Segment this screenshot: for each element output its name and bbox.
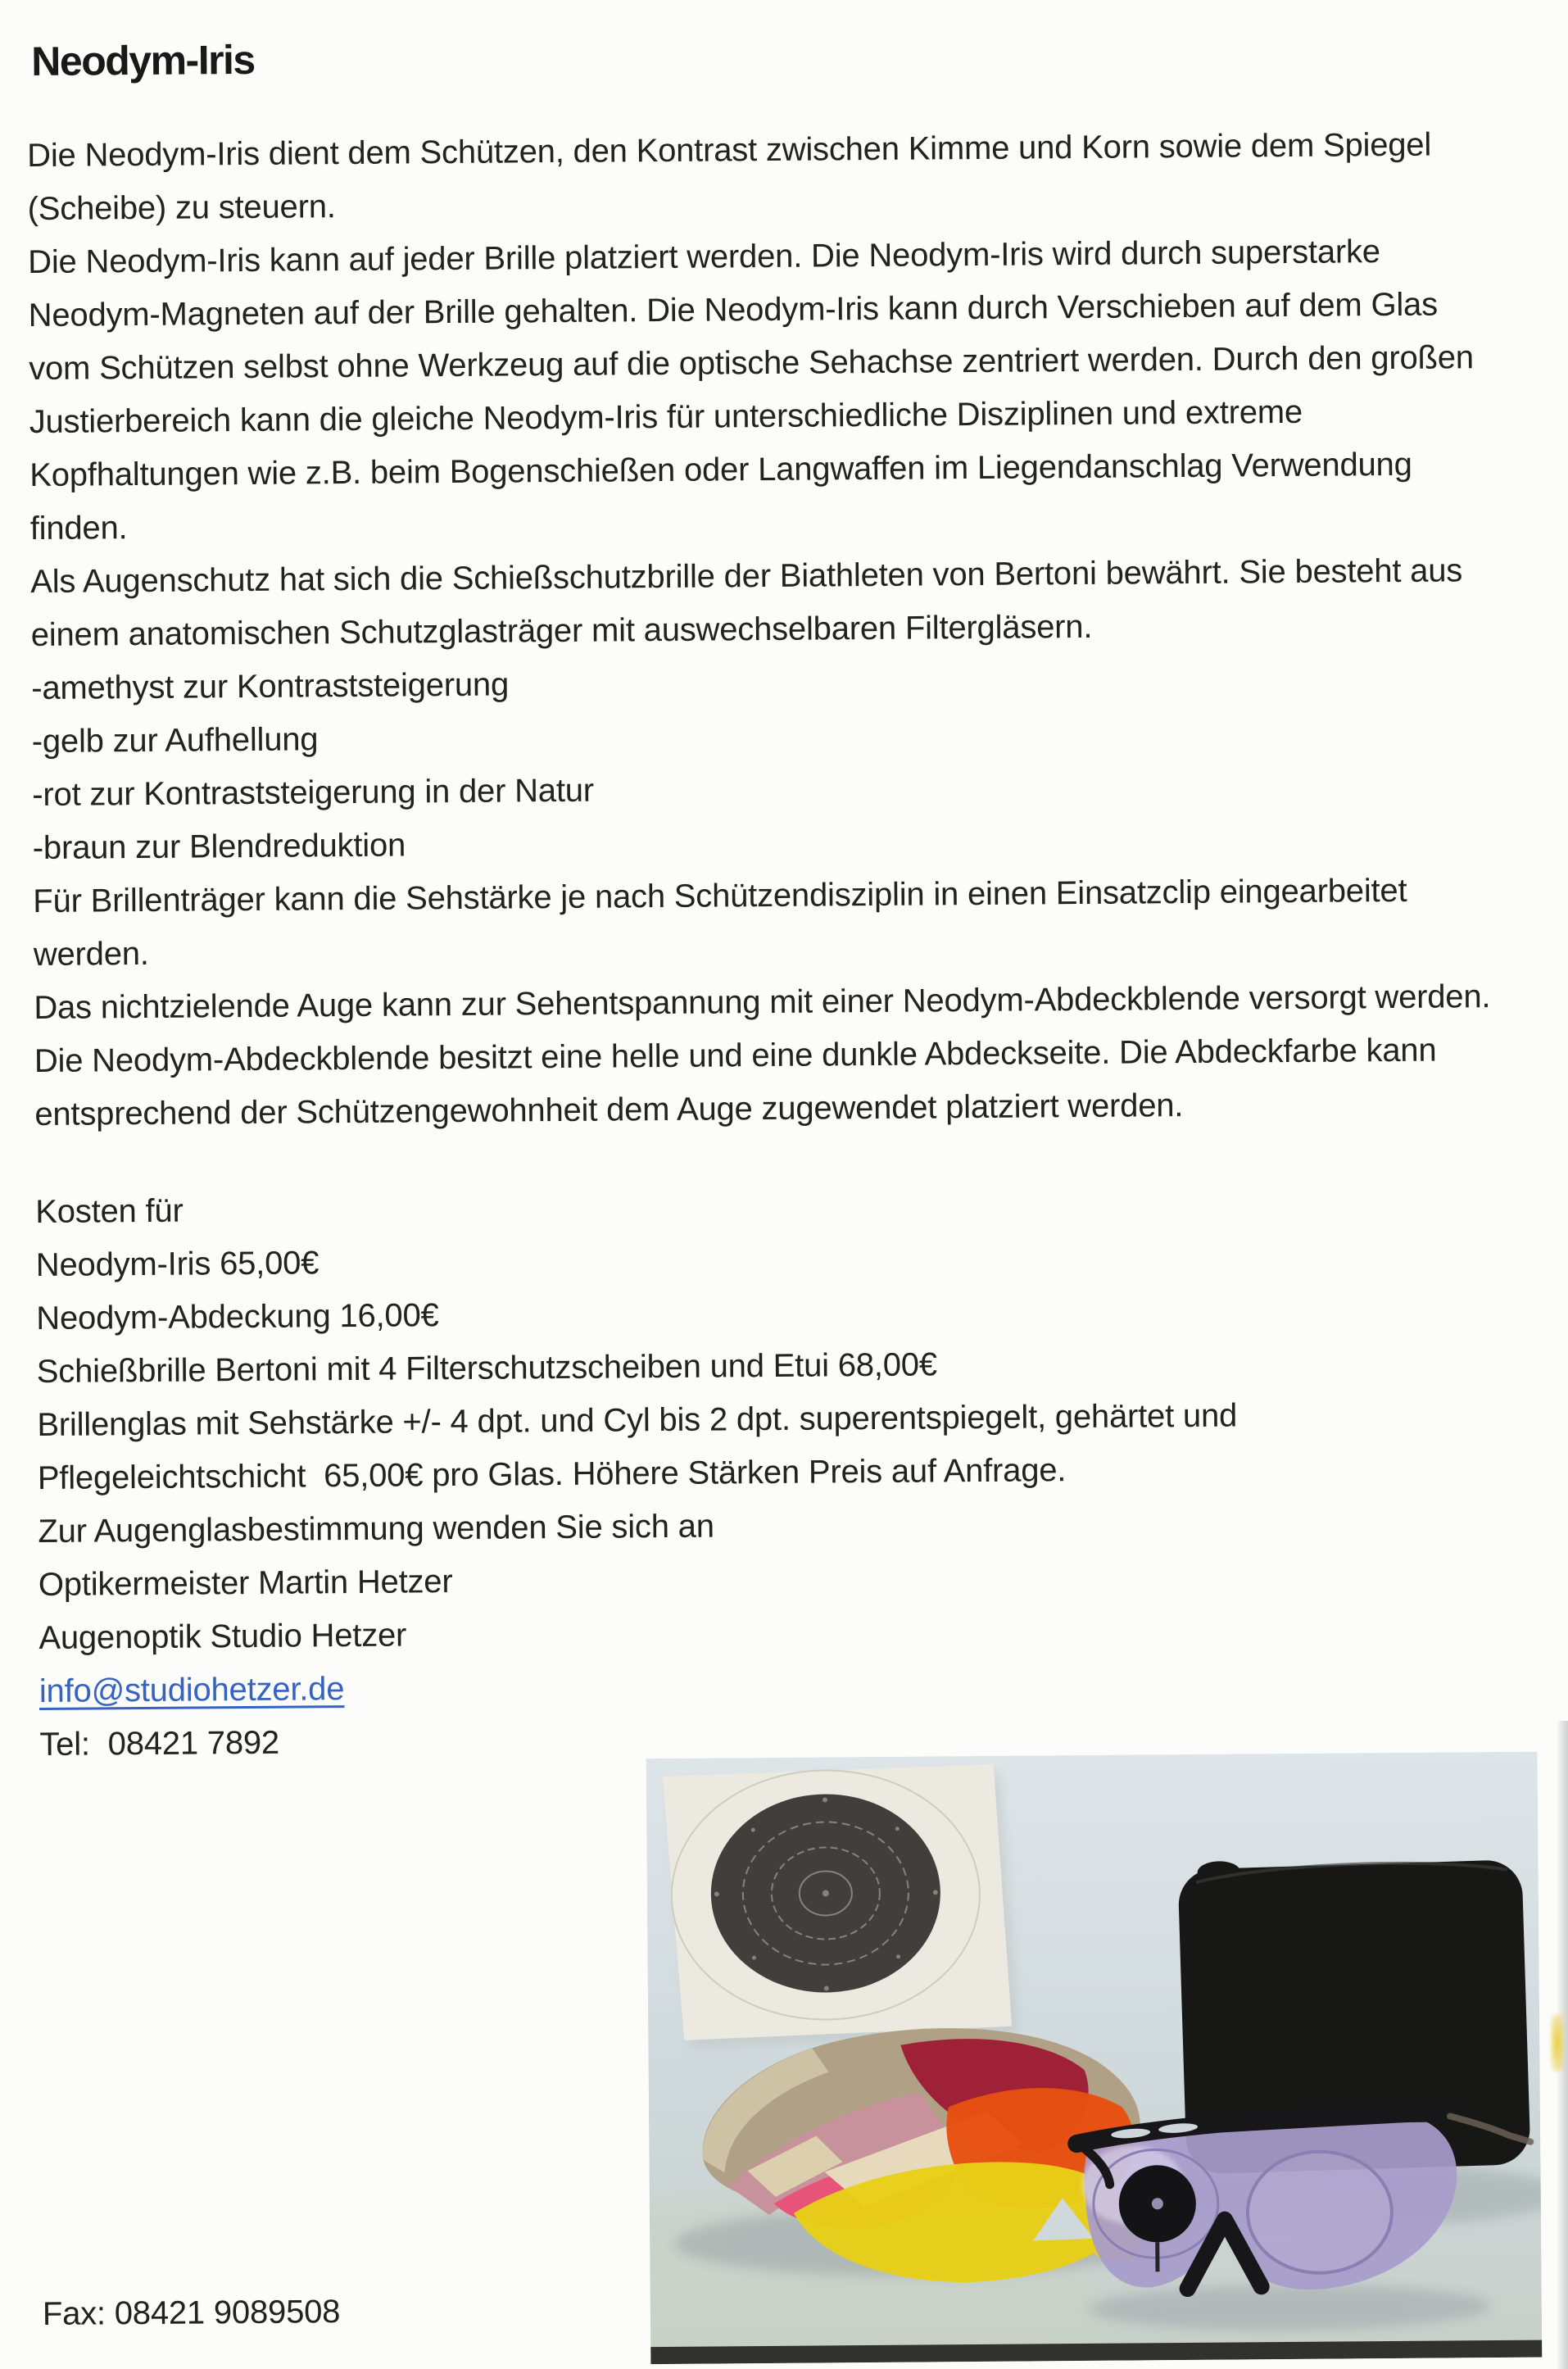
body-text bbox=[27, 117, 1568, 1141]
cost-line: Brillenglas mit Sehstärke +/- 4 dpt. und Cyl bis 2 dpt. superentspiegelt, gehärtet und bbox=[37, 1397, 1238, 1444]
text-line: -amethyst zur Kontraststeigerung bbox=[31, 666, 510, 707]
contact-fax: Fax: 08421 9089508 bbox=[42, 2294, 341, 2332]
text-line: Kopfhaltungen wie z.B. beim Bogenschießen oder Langwaffen im Liegendanschlag Verwendung bbox=[29, 446, 1412, 494]
product-photo-illustration bbox=[646, 1752, 1543, 2365]
text-line: Neodym-Magneten auf der Brille gehalten. Die Neodym-Iris kann durch Verschieben auf dem Glas bbox=[28, 286, 1439, 334]
text-line: -gelb zur Aufhellung bbox=[31, 721, 319, 760]
product-photo bbox=[646, 1752, 1543, 2365]
text-line: werden. bbox=[33, 935, 149, 973]
text-line: Als Augenschutz hat sich die Schießschutzbrille der Biathleten von Bertoni bewährt. Sie besteht aus bbox=[30, 552, 1463, 601]
text-line: Die Neodym-Iris dient dem Schützen, den Kontrast zwischen Kimme und Korn sowie dem Spiegel bbox=[27, 126, 1432, 175]
email-link[interactable]: info@studiohetzer.de bbox=[39, 1671, 345, 1709]
text-line: Justierbereich kann die gleiche Neodym-Iris für unterschiedliche Disziplinen und extreme bbox=[29, 393, 1303, 441]
text-line: Die Neodym-Abdeckblende besitzt eine helle und eine dunkle Abdeckseite. Die Abdeckfarbe kann bbox=[34, 1032, 1437, 1080]
neodym-iris-aperture bbox=[1152, 2198, 1163, 2209]
target-center-dot bbox=[823, 1890, 829, 1896]
contact-name: Optikermeister Martin Hetzer bbox=[38, 1563, 453, 1604]
text-line: Die Neodym-Iris kann auf jeder Brille platziert werden. Die Neodym-Iris wird durch superstarke bbox=[28, 234, 1381, 281]
text-line: -rot zur Kontraststeigerung in der Natur bbox=[32, 772, 595, 814]
text-line: -braun zur Blendreduktion bbox=[32, 827, 406, 867]
contact-tel: Tel: 08421 7892 bbox=[39, 1724, 280, 1763]
cost-line: Schießbrille Bertoni mit 4 Filterschutzscheiben und Etui 68,00€ bbox=[36, 1346, 938, 1391]
text-line: vom Schützen selbst ohne Werkzeug auf die optische Sehachse zentriert werden. Durch den großen bbox=[29, 339, 1475, 388]
cost-line: Kosten für bbox=[35, 1192, 184, 1231]
text-line: entsprechend der Schützengewohnheit dem Auge zugewendet platziert werden. bbox=[34, 1087, 1184, 1133]
contact-studio: Augenoptik Studio Hetzer bbox=[39, 1617, 407, 1657]
cost-line: Neodym-Iris 65,00€ bbox=[35, 1245, 319, 1284]
text-line: finden. bbox=[29, 510, 128, 547]
contact-intro: Zur Augenglasbestimmung wenden Sie sich an bbox=[38, 1508, 714, 1550]
text-line: Für Brillenträger kann die Sehstärke je nach Schützendisziplin in einen Einsatzclip eingearbeitet bbox=[33, 872, 1407, 920]
scan-yellow-smudge-artifact bbox=[1551, 2014, 1564, 2072]
text-line: (Scheibe) zu steuern. bbox=[27, 188, 336, 228]
neodym-iris-stem bbox=[1155, 2242, 1159, 2271]
text-line: einem anatomischen Schutzglasträger mit auswechselbaren Filtergläsern. bbox=[30, 608, 1093, 654]
text-line: Das nichtzielende Auge kann zur Sehentspannung mit einer Neodym-Abdeckblende versorgt werden. bbox=[34, 978, 1491, 1027]
costs-section bbox=[35, 1173, 1568, 1505]
cost-line: Neodym-Abdeckung 16,00€ bbox=[36, 1297, 439, 1337]
contact-section bbox=[38, 1493, 1568, 1772]
cost-line: Pflegeleichtschicht 65,00€ pro Glas. Höhere Stärken Preis auf Anfrage. bbox=[37, 1452, 1067, 1497]
page-title: Neodym-Iris bbox=[31, 36, 255, 84]
